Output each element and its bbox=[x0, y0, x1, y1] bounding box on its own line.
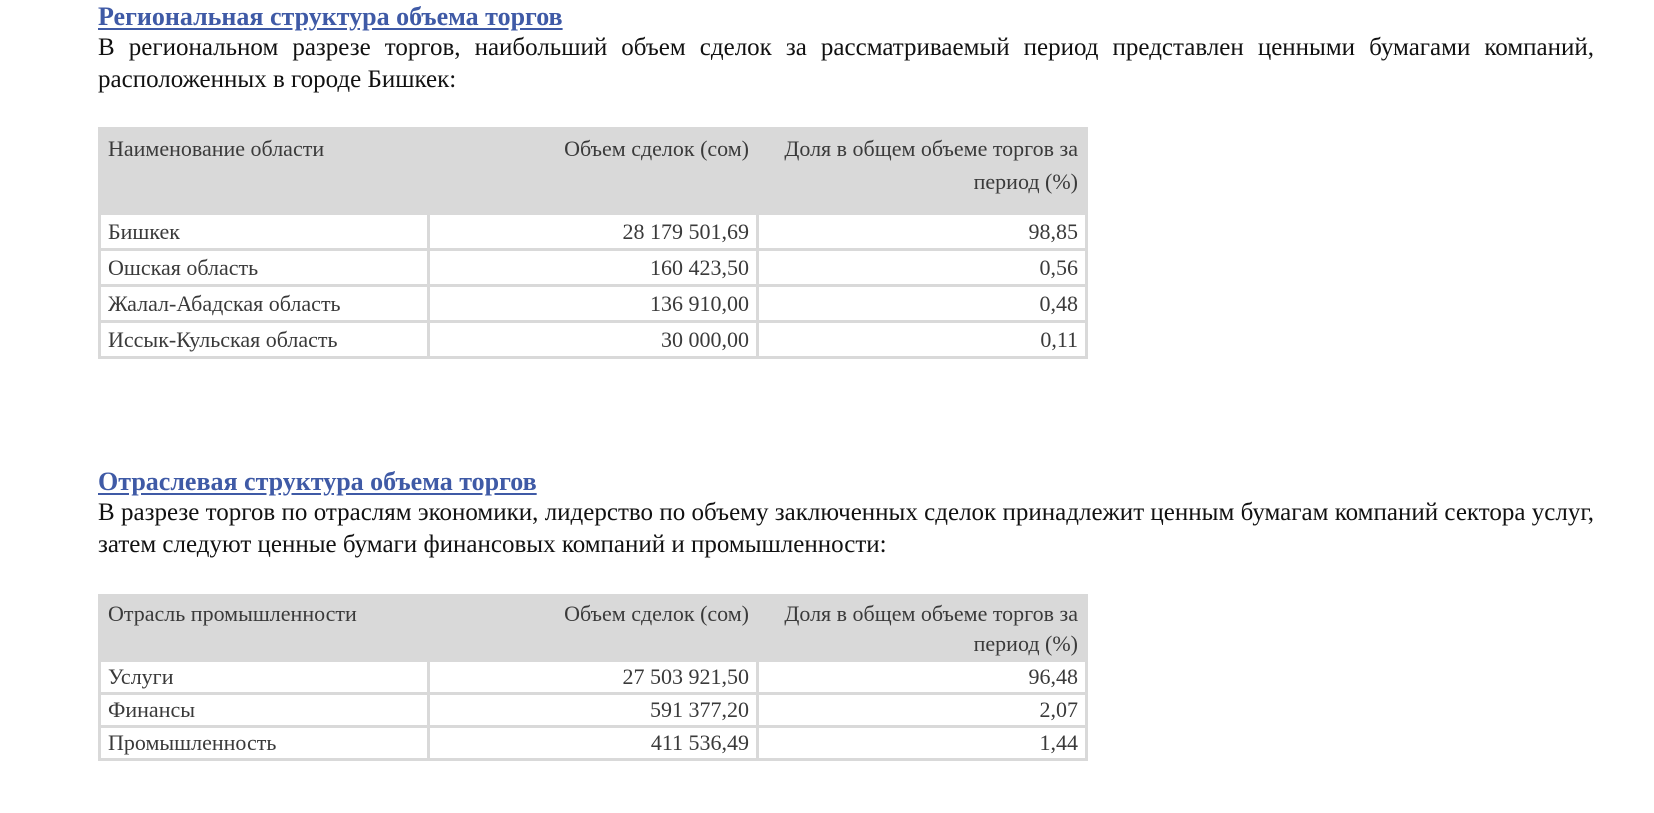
region-name-cell: Иссык-Кульская область bbox=[100, 322, 429, 358]
share-cell: 0,11 bbox=[758, 322, 1087, 358]
volume-cell: 27 503 921,50 bbox=[429, 661, 758, 694]
regional-section bbox=[98, 2, 1594, 96]
column-header-share: Доля в общем объеме торгов за период (%) bbox=[758, 129, 1087, 214]
table-row bbox=[100, 214, 1087, 250]
sectoral-paragraph: В разрезе торгов по отраслям экономики, лидерство по объему заключенных сделок принадлежит ценным бумагам компаний сектора услуг, затем следуют ценные бумаги финансовых компаний и промышленности: bbox=[98, 499, 1594, 558]
table-row bbox=[100, 286, 1087, 322]
table-row bbox=[100, 694, 1087, 727]
volume-cell: 411 536,49 bbox=[429, 727, 758, 760]
regional-table bbox=[98, 127, 1088, 359]
volume-cell: 136 910,00 bbox=[429, 286, 758, 322]
table-header-row bbox=[100, 596, 1087, 661]
column-header-sector: Отрасль промышленности bbox=[100, 596, 429, 661]
volume-cell: 591 377,20 bbox=[429, 694, 758, 727]
share-cell: 0,56 bbox=[758, 250, 1087, 286]
table-row bbox=[100, 250, 1087, 286]
share-cell: 98,85 bbox=[758, 214, 1087, 250]
region-name-cell: Ошская область bbox=[100, 250, 429, 286]
region-name-cell: Бишкек bbox=[100, 214, 429, 250]
table-header-row bbox=[100, 129, 1087, 214]
share-cell: 96,48 bbox=[758, 661, 1087, 694]
table-row bbox=[100, 727, 1087, 760]
share-cell: 2,07 bbox=[758, 694, 1087, 727]
sectoral-heading: Отраслевая структура объема торгов bbox=[98, 467, 537, 496]
regional-paragraph: В региональном разрезе торгов, наибольший объем сделок за рассматриваемый период представлен ценными бумагами компаний, расположенных в городе Бишкек: bbox=[98, 34, 1594, 93]
volume-cell: 28 179 501,69 bbox=[429, 214, 758, 250]
column-header-share: Доля в общем объеме торгов за период (%) bbox=[758, 596, 1087, 661]
sector-name-cell: Финансы bbox=[100, 694, 429, 727]
sector-name-cell: Промышленность bbox=[100, 727, 429, 760]
region-name-cell: Жалал-Абадская область bbox=[100, 286, 429, 322]
share-cell: 0,48 bbox=[758, 286, 1087, 322]
sectoral-section bbox=[98, 467, 1594, 561]
share-cell: 1,44 bbox=[758, 727, 1087, 760]
table-row bbox=[100, 322, 1087, 358]
regional-heading: Региональная структура объема торгов bbox=[98, 2, 563, 31]
sectoral-table bbox=[98, 594, 1088, 761]
table-row bbox=[100, 661, 1087, 694]
column-header-volume: Объем сделок (сом) bbox=[429, 129, 758, 214]
volume-cell: 30 000,00 bbox=[429, 322, 758, 358]
column-header-volume: Объем сделок (сом) bbox=[429, 596, 758, 661]
sector-name-cell: Услуги bbox=[100, 661, 429, 694]
volume-cell: 160 423,50 bbox=[429, 250, 758, 286]
column-header-region: Наименование области bbox=[100, 129, 429, 214]
